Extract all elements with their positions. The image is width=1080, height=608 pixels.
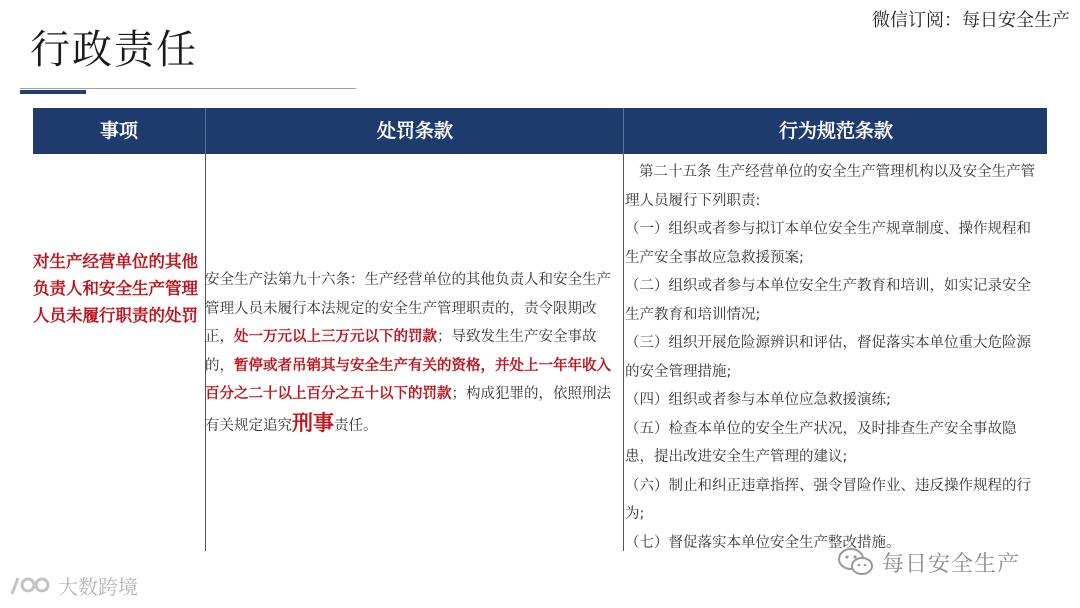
wechat-icon <box>836 545 876 579</box>
penalty-text-2: ；导致发生生产安全事故的， <box>205 329 597 374</box>
wechat-watermark-text: 每日安全生产 <box>882 551 1021 577</box>
norm-line: 第二十五条 生产经营单位的安全生产管理机构以及安全生产管理人员履行下列职责: <box>625 164 1036 209</box>
page-title: 行政责任 <box>30 27 198 73</box>
source-label: 微信订阅：每日安全生产 <box>872 10 1070 31</box>
penalty-highlight-criminal: 刑事 <box>292 410 334 435</box>
norm-line: （七）督促落实本单位安全生产整改措施。 <box>625 534 901 551</box>
table-header <box>33 108 1047 154</box>
brand-watermark <box>6 570 138 600</box>
responsibility-table <box>33 108 1047 551</box>
penalty-highlight-fine: 处一万元以上三万元以下的罚款 <box>234 329 437 345</box>
penalty-highlight-suspend: 暂停或者吊销其与安全生产有关的资格，并处上一年年收入百分之二十以上百分之五十以下的罚款 <box>205 357 611 402</box>
header-penalty: 处罚条款 <box>205 108 624 154</box>
norm-line: （二）组织或者参与本单位安全生产教育和培训，如实记录安全生产教育和培训情况; <box>625 278 1031 323</box>
norm-line: （一）组织或者参与拟订本单位安全生产规章制度、操作规程和生产安全事故应急救援预案; <box>625 221 1031 266</box>
header-item: 事项 <box>99 120 138 142</box>
norm-line: （四）组织或者参与本单位应急救援演练; <box>625 392 891 408</box>
header-norm: 行为规范条款 <box>623 108 1048 154</box>
title-underline <box>20 88 356 89</box>
norm-line: （三）组织开展危险源辨识和评估，督促落实本单位重大危险源的安全管理措施; <box>625 335 1031 380</box>
penalty-text-1: 安全生产法第九十六条：生产经营单位的其他负责人和安全生产管理人员未履行本法规定的安全生产管理职责的，责令限期改正， <box>205 272 611 345</box>
brand-watermark-text: 大数跨境 <box>58 574 138 599</box>
brand-logo-icon <box>6 570 54 600</box>
norm-line: （六）制止和纠正违章指挥、强令冒险作业、违反操作规程的行为; <box>625 477 1031 522</box>
penalty-text-4: 责任。 <box>334 417 378 434</box>
penalty-cell <box>205 266 625 440</box>
norm-line: （五）检查本单位的安全生产状况，及时排查生产安全事故隐患，提出改进安全生产管理的建议; <box>625 420 1017 465</box>
title-accent-bar <box>20 90 86 94</box>
wechat-watermark <box>836 544 1020 580</box>
item-cell: 对生产经营单位的其他负责人和安全生产管理人员未履行职责的处罚 <box>33 252 198 325</box>
norm-cell <box>625 158 1045 551</box>
penalty-text-3: ；构成犯罪的，依照刑法有关规定追究 <box>205 386 611 434</box>
